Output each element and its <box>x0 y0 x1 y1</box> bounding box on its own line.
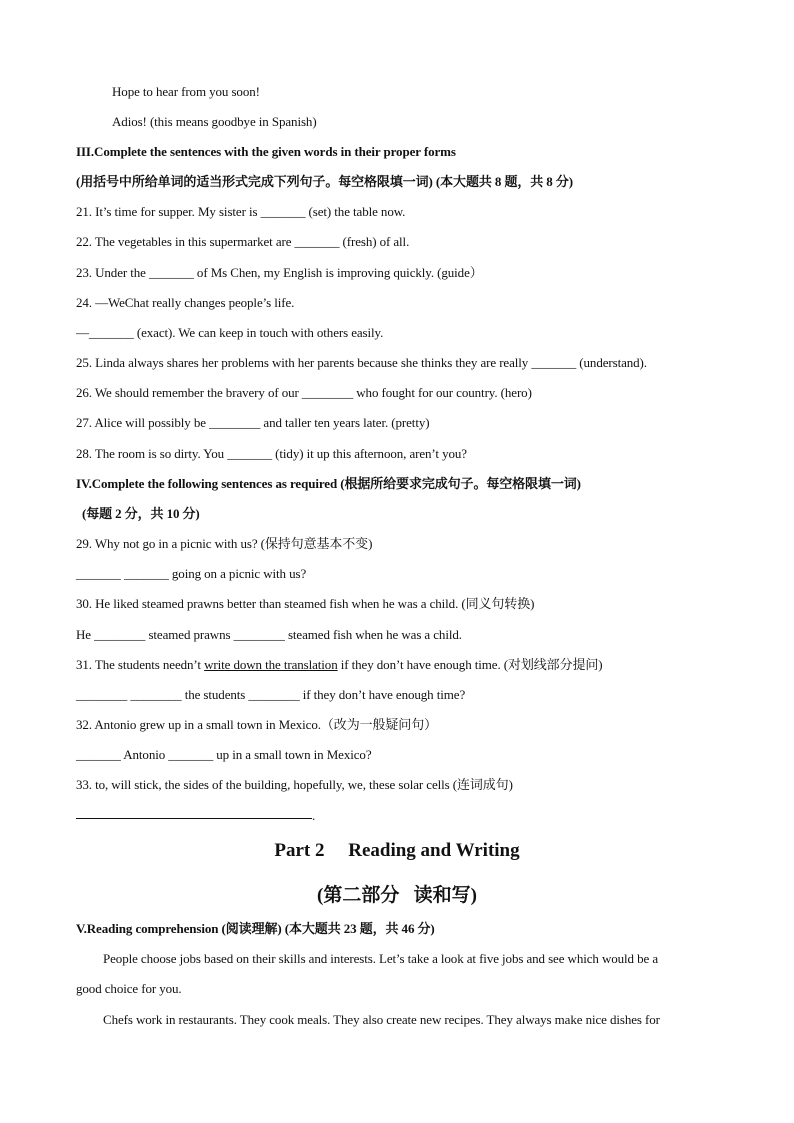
section-4-subheading: (每题 2 分，共 10 分) <box>82 506 200 521</box>
question-30-answer: He ________ steamed prawns ________ steamed fish when he was a child. <box>76 627 462 642</box>
letter-closing-2: Adios! (this means goodbye in Spanish) <box>112 114 317 129</box>
question-26: 26. We should remember the bravery of our ________ who fought for our country. (hero) <box>76 385 532 400</box>
question-28: 28. The room is so dirty. You _______ (tidy) it up this afternoon, aren’t you? <box>76 446 467 461</box>
question-22: 22. The vegetables in this supermarket are _______ (fresh) of all. <box>76 234 410 249</box>
question-29: 29. Why not go in a picnic with us? (保持句意基本不变) <box>76 536 373 551</box>
question-24-answer: —_______ (exact). We can keep in touch with others easily. <box>76 325 384 340</box>
question-21: 21. It’s time for supper. My sister is _______ (set) the table now. <box>76 204 406 219</box>
part-2-title: Part 2 Reading and Writing <box>274 840 520 861</box>
question-32-answer: _______ Antonio _______ up in a small town in Mexico? <box>76 747 372 762</box>
question-25: 25. Linda always shares her problems with her parents because she thinks they are really _______ (understand). <box>76 355 647 370</box>
question-33-answer-end: . <box>312 808 316 823</box>
question-31-suffix: if they don’t have enough time. (对划线部分提问) <box>337 657 603 672</box>
section-5-heading: V.Reading comprehension (阅读理解) (本大题共 23 题，共 46 分) <box>76 921 435 936</box>
question-31 <box>76 656 603 674</box>
question-23: 23. Under the _______ of Ms Chen, my English is improving quickly. (guide） <box>76 265 483 280</box>
question-30: 30. He liked steamed prawns better than steamed fish when he was a child. (同义句转换) <box>76 596 535 611</box>
section-3-subheading: (用括号中所给单词的适当形式完成下列句子。每空格限填一词) (本大题共 8 题，共 8 分) <box>76 174 573 189</box>
question-31-prefix: 31. The students needn’t <box>76 657 205 672</box>
question-33-answer-line <box>76 818 312 819</box>
question-31-underlined: write down the translation <box>204 657 338 672</box>
question-31-answer: ________ ________ the students ________ if they don’t have enough time? <box>76 687 466 702</box>
reading-paragraph-1-line-1: People choose jobs based on their skills and interests. Let’s take a look at five jobs and see which would be a <box>103 951 658 966</box>
question-24: 24. —WeChat really changes people’s life. <box>76 295 295 310</box>
letter-closing-1: Hope to hear from you soon! <box>112 84 260 99</box>
question-27: 27. Alice will possibly be ________ and taller ten years later. (pretty) <box>76 415 430 430</box>
reading-paragraph-1-line-2: good choice for you. <box>76 981 182 996</box>
section-4-heading: IV.Complete the following sentences as required (根据所给要求完成句子。每空格限填一词) <box>76 476 581 491</box>
part-2-title-chinese: (第二部分 读和写) <box>317 885 477 906</box>
question-29-answer: _______ _______ going on a picnic with us? <box>76 566 307 581</box>
reading-paragraph-2-line-1: Chefs work in restaurants. They cook meals. They also create new recipes. They always make nice dishes for <box>103 1012 660 1027</box>
question-32: 32. Antonio grew up in a small town in Mexico.（改为一般疑问句） <box>76 717 438 732</box>
section-3-heading: III.Complete the sentences with the given words in their proper forms <box>76 144 456 159</box>
question-33: 33. to, will stick, the sides of the building, hopefully, we, these solar cells (连词成句) <box>76 777 513 792</box>
